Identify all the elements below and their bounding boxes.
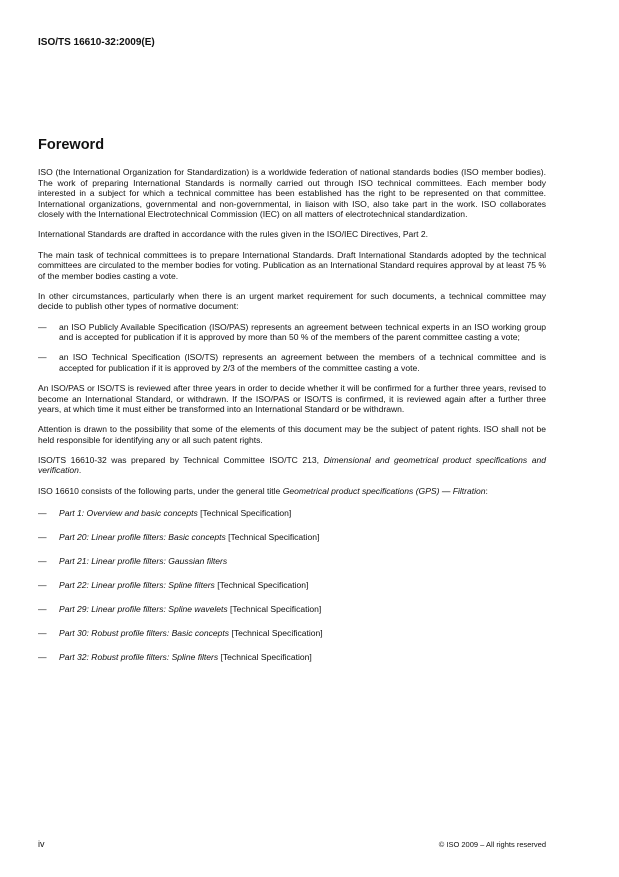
paragraph-review: An ISO/PAS or ISO/TS is reviewed after three years in order to decide whether it will be confirmed for a further three years, revised to become an International Standard, or withdrawn. If the ISO/PAS or ISO/TS is confirmed, it is reviewed again after a further three years, at which time it must either be transformed into an International Standard or be withdrawn.	[38, 382, 546, 415]
part-title: Part 22: Linear profile filters: Spline filters	[59, 580, 215, 591]
list-item	[38, 652, 546, 663]
list-item	[38, 556, 546, 567]
dash-bullet: —	[38, 652, 47, 663]
list-item	[38, 604, 546, 615]
dash-bullet: —	[38, 532, 47, 543]
paragraph-parts-intro: ISO 16610 consists of the following parts, under the general title Geometrical product specifications (GPS) — Filtration:	[38, 485, 488, 496]
paragraph-patent: Attention is drawn to the possibility that some of the elements of this document may be the subject of patent rights. ISO shall not be held responsible for identifying any or all such patent rights.	[38, 424, 546, 445]
list-item	[38, 508, 546, 519]
list-item	[38, 532, 546, 543]
part-note: [Technical Specification]	[218, 652, 312, 663]
part-note: [Technical Specification]	[197, 508, 292, 519]
list-item-pas	[38, 322, 546, 343]
dash-bullet: —	[38, 556, 47, 567]
paragraph-directives: International Standards are drafted in accordance with the rules given in the ISO/IEC Directives, Part 2.	[38, 229, 429, 240]
general-title: Geometrical product specifications (GPS) — Filtration	[282, 485, 486, 496]
part-title: Part 20: Linear profile filters: Basic concepts	[59, 532, 226, 543]
part-note: [Technical Specification]	[229, 628, 323, 639]
part-title: Part 21: Linear profile filters: Gaussian filters	[59, 556, 228, 567]
foreword-body	[38, 167, 546, 676]
part-note: [Technical Specification]	[214, 580, 309, 591]
page-number: iv	[38, 839, 45, 849]
paragraph-prepared-by: ISO/TS 16610-32 was prepared by Technical Committee ISO/TC 213, Dimensional and geometrical product specifications and verification.	[38, 454, 546, 476]
part-title: Part 30: Robust profile filters: Basic concepts	[59, 628, 230, 639]
document-id: ISO/TS 16610-32:2009(E)	[38, 37, 155, 48]
part-title: Part 1: Overview and basic concepts	[59, 508, 198, 519]
dash-bullet: —	[38, 580, 47, 591]
dash-bullet: —	[38, 628, 47, 639]
part-title: Part 29: Linear profile filters: Spline wavelets	[59, 604, 228, 615]
page-title: Foreword	[38, 137, 105, 153]
dash-bullet: —	[38, 508, 47, 519]
part-title: Part 32: Robust profile filters: Spline filters	[59, 652, 219, 663]
parts-list	[38, 508, 546, 663]
list-item-ts	[38, 352, 546, 373]
part-note: [Technical Specification]	[227, 604, 322, 615]
copyright-notice: © ISO 2009 – All rights reserved	[438, 840, 546, 849]
committee-title: Dimensional and geometrical product specifications and verification	[38, 454, 546, 476]
paragraph-other-circumstances: In other circumstances, particularly when there is an urgent market requirement for such documents, a technical committee may decide to publish other types of normative document:	[38, 290, 546, 312]
part-note: [Technical Specification]	[225, 532, 320, 543]
dash-bullet: —	[38, 352, 47, 363]
paragraph-iso-intro: ISO (the International Organization for Standardization) is a worldwide federation of national standards bodies (ISO member bodies). The work of preparing International Standards is normally carried out through ISO technical committees. Each member body interested in a subject for which a technical committee has been established has the right to be represented on that committee. International organizations, governmental and non-governmental, in liaison with ISO, also take part in the work. ISO collaborates closely with the International Electrotechnical Commission (IEC) on all matters of electrotechnical standardization.	[38, 167, 546, 220]
list-item-text: an ISO Publicly Available Specification (ISO/PAS) represents an agreement between technical experts in an ISO working group and is accepted for publication if it is approved by more than 50 % of the members of the parent committee casting a vote;	[59, 321, 546, 343]
dash-bullet: —	[38, 321, 47, 332]
list-item	[38, 580, 546, 591]
list-item-text: an ISO Technical Specification (ISO/TS) represents an agreement between the members of a technical committee and is accepted for publication if it is approved by 2/3 of the members of the committee casting a vote.	[59, 352, 546, 373]
dash-bullet: —	[38, 604, 47, 615]
list-item	[38, 628, 546, 639]
paragraph-main-task: The main task of technical committees is to prepare International Standards. Draft International Standards adopted by the technical committees are circulated to the member bodies for voting. Publication as an International Standard requires approval by at least 75 % of the member bodies casting a vote.	[38, 249, 546, 281]
